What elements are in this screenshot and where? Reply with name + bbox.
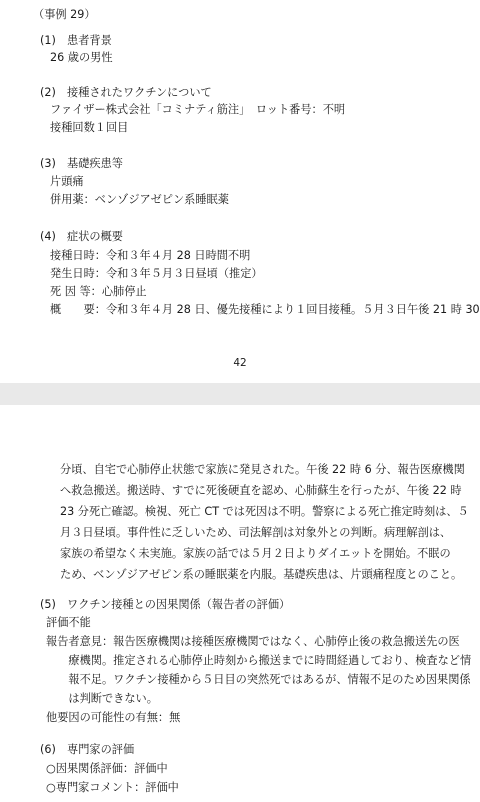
summary-continuation-line: 23 分死亡確認。検視、死亡 CT では死因は不明。警察による死亡推定時刻は、５ <box>60 505 469 518</box>
summary-continuation-line: 家族の希望なく未実施。家族の話では５月２日よりダイエットを開始。不眠の <box>60 547 451 560</box>
section-2-line: 接種回数１回目 <box>50 121 129 134</box>
section-3-line: 片頭痛 <box>50 175 84 188</box>
section-4-heading: (4) 症状の概要 <box>40 230 123 243</box>
section-5-line: 他要因の可能性の有無：無 <box>46 711 181 724</box>
summary-continuation-line: 月３日昼頃。事件性に乏しいため、司法解剖は対象外との判断。病理解剖は、 <box>60 526 452 539</box>
section-5-heading: (5) ワクチン接種との因果関係（報告者の評価） <box>40 598 291 611</box>
section-1-heading: (1) 患者背景 <box>40 34 112 47</box>
section-4-line: 概 要：令和３年４月 28 日、優先接種により１回目接種。５月３日午後 21 時 30 <box>50 303 480 316</box>
section-5-line: は判断できない。 <box>46 692 158 705</box>
page-number: 42 <box>233 357 247 369</box>
section-5-line: 報告者意見：報告医療機関は接種医療機関ではなく、心肺停止後の救急搬送先の医 <box>46 635 460 648</box>
section-2-line: ファイザー株式会社「コミナティ筋注」 ロット番号：不明 <box>50 103 346 116</box>
summary-continuation-line: ため、ベンゾジアゼピン系の睡眠薬を内服。基礎疾患は、片頭痛程度とのこと。 <box>60 568 463 581</box>
section-2-heading: (2) 接種されたワクチンについて <box>40 86 212 99</box>
summary-continuation-line: 分頃、自宅で心肺停止状態で家族に発見された。午後 22 時 6 分、報告医療機関 <box>60 463 465 476</box>
section-5-line: 報不足。ワクチン接種から５日目の突然死ではあるが、情報不足のため因果関係 <box>46 673 471 686</box>
section-3-line: 併用薬：ベンゾジアゼピン系睡眠薬 <box>50 193 229 206</box>
section-6-line: ○因果関係評価：評価中 <box>46 762 168 775</box>
case-title: （事例 29） <box>33 8 96 21</box>
section-6-heading: (6) 専門家の評価 <box>40 743 135 756</box>
section-1-line: 26 歳の男性 <box>50 51 113 64</box>
section-3-heading: (3) 基礎疾患等 <box>40 157 123 170</box>
section-4-line: 死 因 等：心肺停止 <box>50 285 147 298</box>
section-4-line: 発生日時：令和３年５月３日昼頃（推定） <box>50 267 263 280</box>
page-bottom <box>0 405 480 802</box>
section-5-line: 評価不能 <box>46 616 91 629</box>
summary-continuation-line: へ救急搬送。搬送時、すでに死後硬直を認め、心肺蘇生を行ったが、午後 22 時 <box>60 484 462 497</box>
page-top <box>0 0 480 383</box>
section-6-line: ○専門家コメント：評価中 <box>46 781 179 794</box>
page-separator <box>0 383 480 405</box>
section-5-line: 療機関。推定される心肺停止時刻から搬送までに時間経過しており、検査など情 <box>46 654 472 667</box>
section-4-line: 接種日時：令和３年４月 28 日時間不明 <box>50 249 251 262</box>
